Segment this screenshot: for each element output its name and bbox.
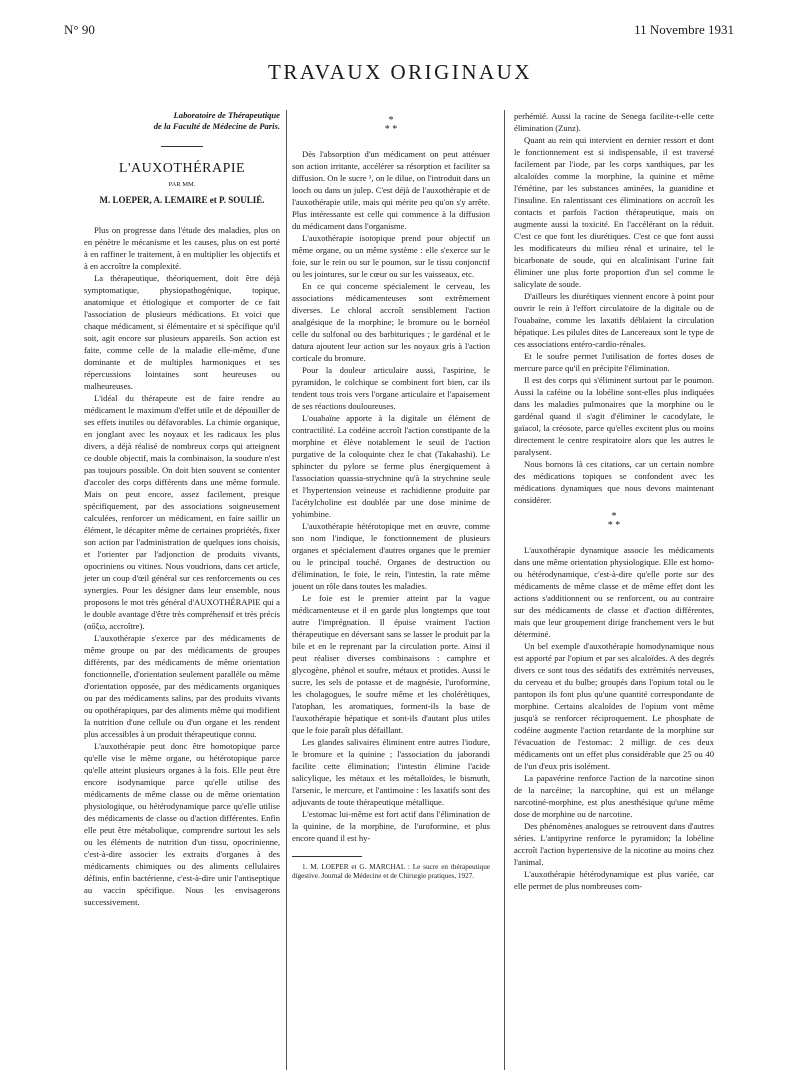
laboratory-line: Laboratoire de Thérapeutique [173, 110, 280, 120]
article-authors: M. LOEPER, A. LEMAIRE et P. SOULIÉ. [99, 195, 265, 205]
paragraph: L'auxothérapie peut donc être homotopique parce qu'elle vise le même organe, ou hétérotopique parce qu'elle atteint plusieurs organes à la fois. Elle peut être encore isodynamique parce qu'elle utilise des médicaments de même classe ou de même orientation physiologique, ou hétérodynamique parce qu'elle utilise des médicaments de classe ou d'action différentes. Enfin elle peut être métabolique, comprendre surtout les sels ou les éléments de nutrition d'un tissu, opocrinienne, c'est-à-dire associer les extraits d'organes à des médicaments chimiques ou des aliments cellulaires définis, enfin bactérienne, c'est-à-dire unir l'antiseptique au vaccin spécifique. Nous les envisagerons successivement. [84, 741, 280, 907]
paragraph: La papavérine renforce l'action de la narcotine sinon de la narcéine; la narcophine, qui est un mélange narcotiné-morphine, est plus anesthésique qu'une même dose de morphine ou de narcotine. [514, 773, 714, 819]
byline-prefix: PAR MM. [168, 181, 196, 188]
column-1 [84, 110, 280, 908]
issue-number: N° 90 [64, 22, 95, 37]
issue-date: 11 Novembre 1931 [634, 22, 734, 37]
paragraph: Et le soufre permet l'utilisation de fortes doses de mercure parce qu'il en précipite l'élimination. [514, 351, 714, 373]
footnote-rule [292, 856, 362, 857]
column-2 [292, 110, 490, 881]
paragraph: D'ailleurs les diurétiques viennent encore à point pour ouvrir le rein à l'effort circulatoire de la digitale ou de l'ouabaïne, comme les laxatifs déblaient la circulation hépatique. Les pilules dites de Lancereaux sont le type de ces associations entéro-cardio-rénales. [514, 291, 714, 349]
section-title: TRAVAUX ORIGINAUX [268, 60, 532, 84]
article-title: L'AUXOTHÉRAPIE [118, 161, 246, 176]
paragraph: Il est des corps qui s'éliminent surtout par le poumon. Aussi la caféine ou la lobéline sont-elles plus indiquées dans les maladies pulmonaires que la morphine ou le gardénal quand il s'agit d'éliminer le cacodylate, le gaïacol, la créosote, parce qu'elles excitent plus ou moins directement le centre respiratoire alors que les autres le paralysent. [514, 375, 714, 457]
column-3 [514, 110, 714, 892]
paragraph: L'auxothérapie s'exerce par des médicaments de même groupe ou par des médicaments de groupes différents, par des médicaments de même orientation fonctionnelle, d'orientation seulement parallèle ou même d'orientation opposée, par des médicaments organiques ou par des médicaments salins, par des produits vivants ou opothérapiques, par des aliments même qui modifient la nutrition d'une cellule ou d'un organe et les rendent plus accessibles à un produit thérapeutique connu. [84, 633, 280, 739]
paragraph: Quant au rein qui intervient en dernier ressort et dont le fonctionnement est si indispensable, il est traversé facilement par l'iode, par les corps xanthiques, par les alcaloïdes comme la morphine, la quinine et même l'émétine, par les substances aminées, la guanidine et l'insuline. En ralentissant ces éliminations on accroît les contacts et parfois l'action thérapeutique, mais on augmente aussi la toxicité. En l'accélérant on la réduit. C'est ce que font les diurétiques. C'est ce que font aussi les modificateurs du milieu rénal et urinaire, tel le bicarbonate de soude, qui en alcalinisant l'urine fait éliminer une plus forte proportion d'un sel comme le salicylate de soude. [514, 135, 714, 289]
paragraph: Le foie est le premier atteint par la vague médicamenteuse et il en garde plus longtemps que tout autre l'imprégnation. Il épuise vraiment l'action thérapeutique en déversant sans se lasser le produit par la bile et en le reprenant par la circulation porte. Ainsi il peut réaliser diverses combinaisons : camphre et glycogène, phénol et soufre, métaux et protides. Aussi le sucre, les sels de potasse et de magnésie, l'uroformine, les cholagogues, le soufre même et les cholérétiques, l'atophan, les aromatiques, forment-ils la base de l'auxothérapie hépatique et sont-ils d'autant plus utiles que le foie paraît plus défaillant. [292, 593, 490, 735]
paragraph: L'auxothérapie isotopique prend pour objectif un même organe, ou un même système : elle s'exerce sur le foie, sur le rein ou sur le poumon, sur le tissu conjonctif ou les jointures, sur le cœur ou sur les vaisseaux, etc. [292, 233, 490, 279]
separator-rule [161, 146, 203, 147]
paragraph: Dès l'absorption d'un médicament on peut atténuer son action irritante, accélérer sa résorption et faciliter sa diffusion. On le sucre ¹, on le dilue, on l'introduit dans un looch ou dans un julep. C'est déjà de l'auxothérapie et de l'auxothérapie utile, mais qui mérite peu qu'on s'y arrête. Plus intéressante est celle qui commence à la diffusion du médicament dans l'organisme. [292, 149, 490, 231]
section-asterism: * * * [384, 115, 398, 135]
laboratory-affiliation [84, 110, 280, 132]
column-divider [286, 110, 287, 1070]
paragraph: Plus on progresse dans l'étude des maladies, plus on en pénètre le mécanisme et les causes, plus on est porté à en raffiner le traitement, à en multiplier les objectifs et à en accroître la complexité. [84, 225, 280, 271]
paragraph: Nous bornons là ces citations, car un certain nombre des médications topiques se confondent avec les médications dynamiques que nous devons maintenant considérer. [514, 459, 714, 505]
paragraph: L'ouabaïne apporte à la digitale un élément de contractilité. La codéine accroît l'action constipante de la morphine et élève notablement le seuil de l'action purgative de la coloquinte chez le chat (Takahashi). Le sphincter du pylore se ferme plus énergiquement à l'association quassia-strychnine qu'à la strychnine seule et l'hypertension veineuse et rachidienne produite par l'acétylcholine est doublée par une dose minime de yohimbine. [292, 413, 490, 519]
paragraph: perhémié. Aussi la racine de Senega facilite-t-elle cette élimination (Zunz). [514, 111, 714, 133]
paragraph: La thérapeutique, théoriquement, doit être déjà symptomatique, physiopathogénique, topique, anatomique et étiologique et comporter de ce fait l'association de plusieurs médications. Et voici que chaque médicament, si élémentaire et si spécifique qu'il soit, agit encore sur plusieurs appareils. Son action est faite, comme celle de la maladie elle-même, d'une dominante et de multiples harmoniques et ses répercussions lointaines sont heureuses ou malheureuses. [84, 273, 280, 391]
paragraph: L'auxothérapie dynamique associe les médicaments dans une même orientation physiologique. Elle est homo- ou hétérodynamique, c'est-à-dire qu'elle porte sur des médicaments de même classe et de même effet dont les actions s'additionnent ou se renforcent, ou au contraire sur des médicaments de classe et d'action différentes, mais que leur groupement dirige franchement vers le but déterminé. [514, 545, 714, 639]
paragraph: En ce qui concerne spécialement le cerveau, les associations médicamenteuses sont extrêmement diverses. Le chloral accroît sensiblement l'action analgésique de la morphine; le bromure ou le bornéol celle du sulfonal ou des barbituriques ; le gardénal et le datura ajoutent leur action sur les noyaux gris à l'action corticale du bromure. [292, 281, 490, 363]
paragraph: Les glandes salivaires éliminent entre autres l'iodure, le bromure et la quinine ; l'association du jaborandi facilite cette élimination; l'intestin élimine l'acide salicylique, les métaux et les métalloïdes, le bismuth, l'arsenic, le mercure, et l'antimoine : les laxatifs sont des adjuvants de toute thérapeutique métallique. [292, 737, 490, 807]
footnote: 1. M. LOEPER et G. MARCHAL : Le sucre en thérapeutique digestive. Journal de Médecine et de Chirurgie pratiques, 1927. [292, 863, 490, 880]
paragraph: Des phénomènes analogues se retrouvent dans d'autres séries. L'antipyrine renforce le pyramidon; la lobéline accroît l'action hypertensive de la nicotine au moins chez l'animal. [514, 821, 714, 867]
paragraph: Un bel exemple d'auxothérapie homodynamique nous est apporté par l'opium et par ses alcaloïdes. A des degrés divers ce sont tous des sédatifs des extrémités nerveuses, du cerveau et du bulbe; groupés dans l'opium total ou le pantopon ils font plus qu'une quantité correspondante de morphine. Certains alcaloïdes de l'opium vont même jusqu'à se renforcer réciproquement. Le phosphate de codéine augmente l'action retardante de la morphine sur l'évacuation de l'estomac: 2 milligr. de ces deux médicaments ont un effet plus considérable que 25 ou 40 de l'un d'eux pris isolément. [514, 641, 714, 771]
paragraph: L'auxothérapie hétérotopique met en œuvre, comme son nom l'indique, le fonctionnement de plusieurs organes et spécialement d'autres organes que le premier ou le principal touché. Organes de destruction ou d'élimination, le foie, le rein, l'intestin, la rate même jouent un rôle dans toutes les maladies. [292, 521, 490, 591]
section-asterism: * * * [607, 511, 621, 531]
laboratory-line: de la Faculté de Médecine de Paris. [153, 121, 280, 131]
paragraph: L'auxothérapie hétérodynamique est plus variée, car elle permet de plus nombreuses com- [514, 869, 714, 891]
paragraph: L'idéal du thérapeute est de faire rendre au médicament le maximum d'effet utile et de dépouiller de ses effets inutiles ou défavorables. La chimie organique, en jonglant avec les noyaux et les radicaux les plus divers, a déjà réalisé de nombreux corps qui atteignent ce double objectif, mais la combinaison, la soudure n'est pas toujours possible. On doit bien souvent se contenter d'accoler des corps différents dans une même formule. Mais on peut encore, assez facilement, presque spécifiquement, par des associations soigneusement calculées, renforcer un médicament, en faire saillir un élément, le décapiter même de certaines propriétés, fixer son action par l'administration de quelques ions choisis, et l'orienter par l'adjonction de produits vivants, opocriniens ou vitines. Nous voudrions, dans cet article, jeter un coup d'œil général sur ces renforcements ou ces synergies. Pour les désigner dans leur ensemble, nous proposons le mot très général d'AUXOTHÉRAPIE qui a le double avantage d'être très compréhensif et très précis (αὔξω, accroître). [84, 393, 280, 631]
paragraph: Pour la douleur articulaire aussi, l'aspirine, le pyramidon, le colchique se combinent fort bien, car ils tendent tous trois vers l'organe articulaire et l'apaisement de ses réactions douloureuses. [292, 365, 490, 411]
paragraph: L'estomac lui-même est fort actif dans l'élimination de la quinine, de la morphine, de l'uroformine, et plus encore quand il est hy- [292, 809, 490, 843]
column-divider [504, 110, 505, 1070]
page-header [64, 22, 734, 40]
